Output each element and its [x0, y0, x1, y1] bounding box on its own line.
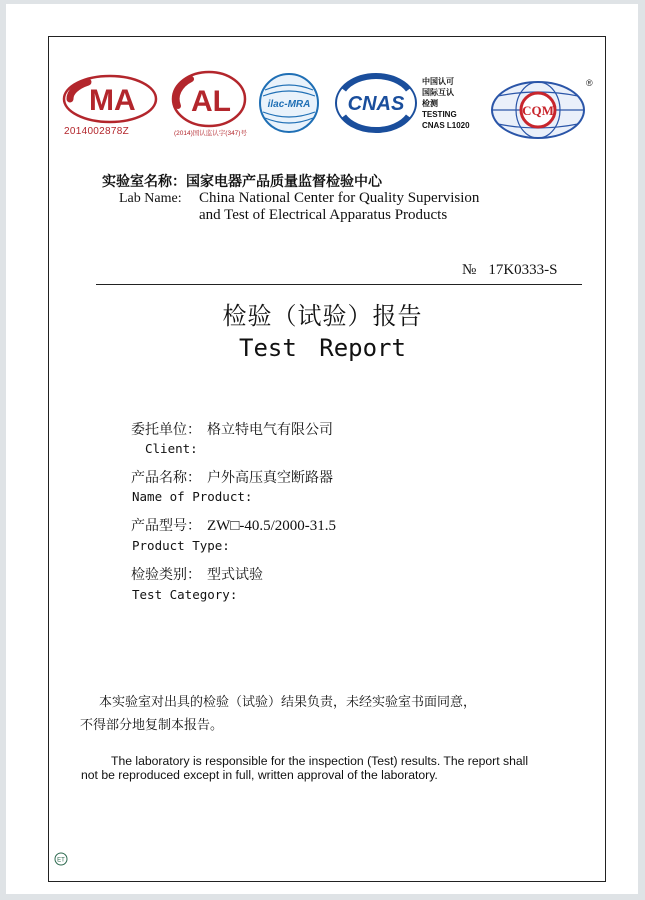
- field-product-type-cn: [131, 515, 336, 535]
- divider-line: [96, 284, 582, 285]
- ilac-mra-icon: [257, 72, 321, 134]
- cnas-text-line: 国际互认: [422, 88, 454, 97]
- report-title-en: Test Report: [239, 334, 406, 362]
- cnas-text-line: 中国认可: [422, 77, 454, 86]
- field-label-en: Product Type:: [132, 538, 230, 553]
- disclaimer-en-line2: not be reproduced except in full, written approval of the laboratory.: [81, 768, 438, 782]
- cal-logo-text: AL: [191, 85, 231, 118]
- field-label-en: Name of Product:: [132, 489, 253, 504]
- cal-seal-icon: [171, 70, 247, 128]
- field-product-name-cn: [131, 467, 333, 487]
- lab-value-en-line1: China National Center for Quality Supervision: [199, 190, 480, 206]
- field-value: 格立特电气有限公司: [207, 422, 333, 438]
- field-label-en: Test Category:: [132, 587, 238, 602]
- disclaimer-en-line1: The laboratory is responsible for the inspection (Test) results. The report shall: [111, 754, 529, 768]
- disclaimer-cn-line2: 不得部分地复制本报告。: [80, 718, 224, 733]
- cal-number: (2014)国认监认字(347)号: [174, 130, 247, 137]
- ilac-logo-text: ilac-MRA: [267, 99, 311, 110]
- cma-seal-icon: [62, 74, 158, 124]
- cma-number: 2014002878Z: [64, 126, 130, 137]
- cnas-text-line: TESTING: [422, 110, 457, 119]
- registered-mark: ®: [586, 78, 593, 88]
- disclaimer-cn-line1: 本实验室对出具的检验（试验）结果负责，未经实验室书面同意，: [99, 695, 477, 710]
- field-value: ZW□-40.5/2000-31.5: [207, 518, 337, 534]
- et-circle-icon: [54, 852, 68, 866]
- lab-name-cn: [102, 171, 382, 191]
- report-number-value: 17K0333-S: [488, 262, 558, 278]
- cma-logo-text: MA: [89, 84, 136, 117]
- field-label-cn: 检验类别：: [131, 567, 201, 583]
- field-label-en: Client:: [145, 441, 198, 456]
- field-test-category-cn: [131, 564, 263, 584]
- field-client-cn: [131, 419, 333, 439]
- cqm-logo-text: CQM: [522, 103, 554, 118]
- field-label-cn: 产品型号：: [131, 518, 201, 534]
- cnas-text-line: 检测: [422, 99, 438, 108]
- cnas-icon: [334, 72, 418, 134]
- globe-registered-icon: [486, 76, 596, 140]
- lab-value-en-line2: and Test of Electrical Apparatus Products: [199, 207, 448, 223]
- report-number: [462, 262, 557, 279]
- cnas-text-line: CNAS L1020: [422, 121, 470, 130]
- cnas-logo-text: CNAS: [347, 93, 405, 115]
- field-value: 型式试验: [207, 567, 263, 583]
- report-title-cn: 检验（试验）报告: [222, 302, 423, 330]
- cnas-accreditation-text: [422, 76, 470, 131]
- field-value: 户外高压真空断路器: [207, 470, 333, 486]
- lab-value-cn: 国家电器产品质量监督检验中心: [186, 174, 382, 190]
- report-number-label: №: [462, 262, 477, 278]
- lab-label-en: Lab Name:: [119, 191, 182, 206]
- field-label-cn: 委托单位：: [131, 422, 201, 438]
- field-label-cn: 产品名称：: [131, 470, 201, 486]
- footer-mark-text: ET: [57, 857, 65, 864]
- lab-label-cn: 实验室名称：: [102, 174, 186, 190]
- accreditation-logos: [0, 0, 645, 150]
